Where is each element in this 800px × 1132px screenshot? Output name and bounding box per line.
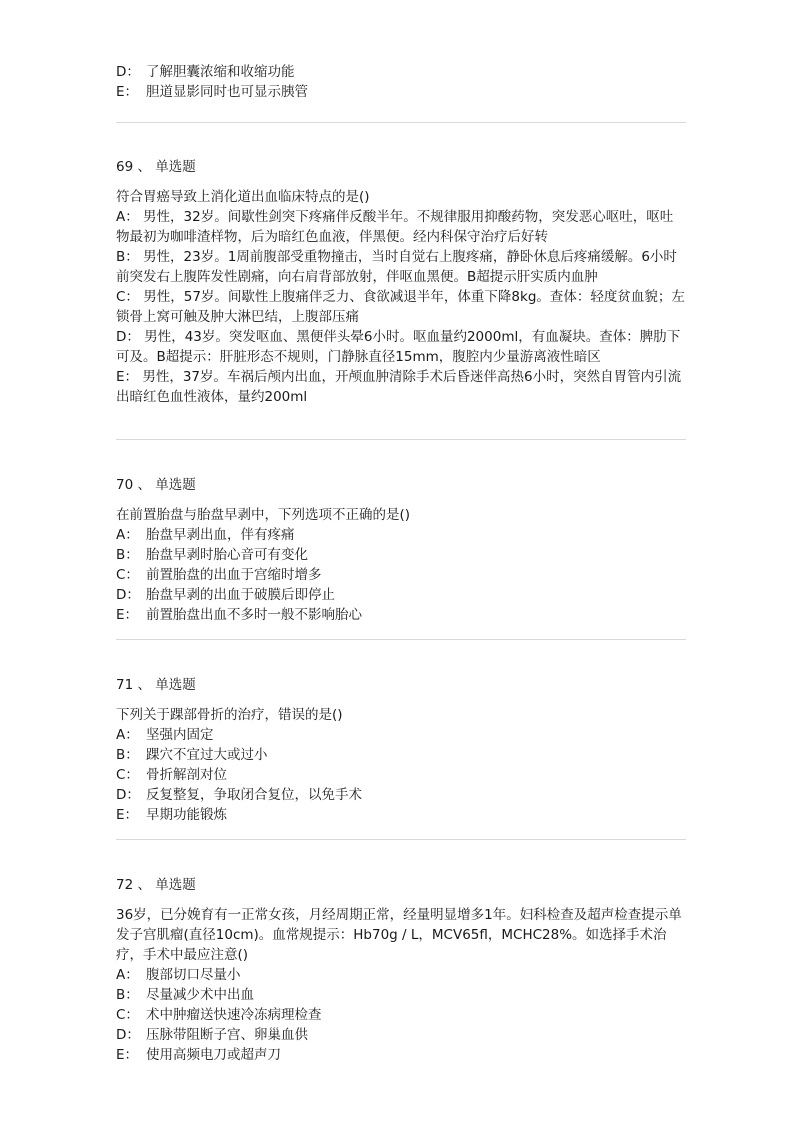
question-header: 71 、 单选题 bbox=[116, 677, 196, 693]
divider bbox=[116, 839, 686, 840]
question-stem: 在前置胎盘与胎盘早剥中，下列选项不正确的是() bbox=[116, 507, 411, 523]
question-header: 70 、 单选题 bbox=[116, 477, 196, 493]
option-row: E： 使用高频电刀或超声刀 bbox=[116, 1047, 281, 1063]
option-row: D： 压脉带阻断子宫、卵巢血供 bbox=[116, 1027, 308, 1043]
option-row: D： 男性，43岁。突发呕血、黑便伴头晕6小时。呕血量约2000ml，有血凝块。查体：脾肋下可及。B超提示：肝脏形态不规则，门静脉直径15mm，腹腔内少量游离液性暗区 bbox=[116, 329, 681, 365]
option-row: E： 男性，37岁。车祸后颅内出血，开颅血肿清除手术后昏迷伴高热6小时，突然自胃管内引流出暗红色血性液体，量约200ml bbox=[116, 369, 682, 405]
option-row: A： 男性，32岁。间歇性剑突下疼痛伴反酸半年。不规律服用抑酸药物，突发恶心呕吐，呕吐物最初为咖啡渣样物，后为暗红色血液，伴黑便。经内科保守治疗后好转 bbox=[116, 209, 674, 245]
divider bbox=[116, 439, 686, 440]
question-header: 69 、 单选题 bbox=[116, 159, 196, 175]
option-row: E： 前置胎盘出血不多时一般不影响胎心 bbox=[116, 607, 362, 623]
option-row: D： 胎盘早剥的出血于破膜后即停止 bbox=[116, 587, 335, 603]
option-row: B： 男性，23岁。1周前腹部受重物撞击，当时自觉右上腹疼痛，静卧休息后疼痛缓解。6小时前突发右上腹阵发性剧痛，向右肩背部放射，伴呕血黑便。B超提示肝实质内血肿 bbox=[116, 249, 677, 285]
option-row: A： 胎盘早剥出血，伴有疼痛 bbox=[116, 527, 295, 543]
question-71 bbox=[116, 675, 686, 825]
option-row: A： 腹部切口尽量小 bbox=[116, 967, 241, 983]
option-row: D： 了解胆囊浓缩和收缩功能 bbox=[116, 64, 295, 80]
option-row: E： 早期功能锻炼 bbox=[116, 807, 227, 823]
question-69 bbox=[116, 157, 686, 407]
option-row: B： 胎盘早剥时胎心音可有变化 bbox=[116, 547, 308, 563]
option-row: C： 男性，57岁。间歇性上腹痛伴乏力、食欲减退半年，体重下降8kg。查体：轻度贫血貌；左锁骨上窝可触及肿大淋巴结，上腹部压痛 bbox=[116, 289, 685, 325]
option-row: E： 胆道显影同时也可显示胰管 bbox=[116, 84, 308, 100]
divider bbox=[116, 639, 686, 640]
option-row: D： 反复整复，争取闭合复位，以免手术 bbox=[116, 787, 362, 803]
option-row: A： 坚强内固定 bbox=[116, 727, 214, 743]
question-70 bbox=[116, 475, 686, 625]
question-stem: 下列关于踝部骨折的治疗，错误的是() bbox=[116, 707, 343, 723]
divider bbox=[116, 122, 686, 123]
question-stem: 36岁，已分娩育有一正常女孩，月经周期正常，经量明显增多1年。妇科检查及超声检查提示单发子宫肌瘤(直径10cm)。血常规提示：Hb70g / L，MCV65fl，MCHC28%。如选择手术治疗，手术中最应注意() bbox=[116, 907, 682, 963]
option-row: B： 踝穴不宜过大或过小 bbox=[116, 747, 268, 763]
prev-question-options bbox=[116, 62, 686, 102]
option-row: B： 尽量减少术中出血 bbox=[116, 987, 254, 1003]
option-row: C： 前置胎盘的出血于宫缩时增多 bbox=[116, 567, 322, 583]
question-header: 72 、 单选题 bbox=[116, 877, 196, 893]
question-72 bbox=[116, 875, 686, 1065]
option-row: C： 术中肿瘤送快速冷冻病理检查 bbox=[116, 1007, 322, 1023]
question-stem: 符合胃癌导致上消化道出血临床特点的是() bbox=[116, 189, 370, 205]
option-row: C： 骨折解剖对位 bbox=[116, 767, 227, 783]
